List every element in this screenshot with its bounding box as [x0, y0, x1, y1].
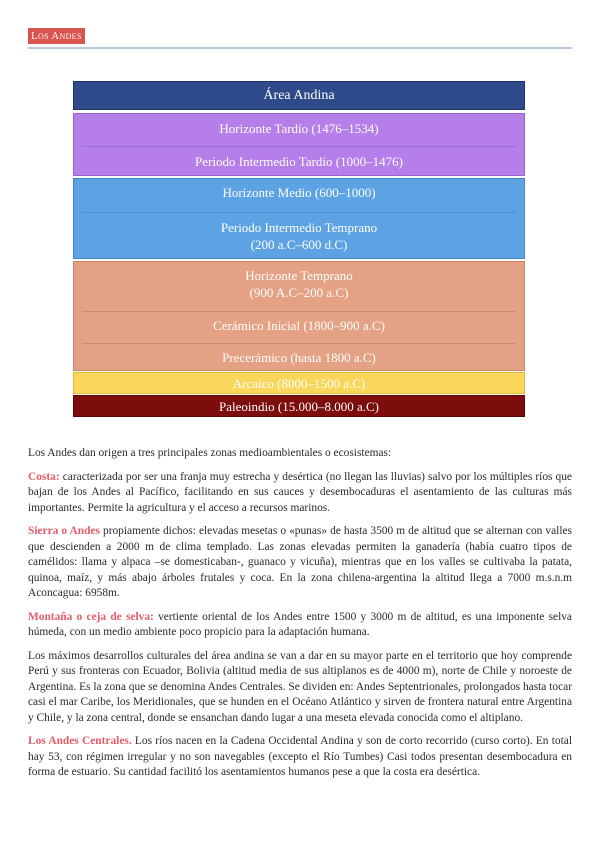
horizonte-medio-label: Horizonte Medio (600–1000): [222, 185, 376, 200]
header-title: Los Andes: [28, 28, 85, 44]
costa-text: caracterizada por ser una franja muy estrecha y desértica (no llegan las lluvias) salvo por los múltiples ríos que bajan de los Andes al Pacífico, facilitando en sus cauces y desembocaduras el asentamiento de las culturas más importantes. Permite la agricultura y el acceso a recursos marinos.: [28, 470, 572, 514]
blue-divider: [82, 212, 516, 213]
header-rule: [28, 47, 572, 49]
centrales-lead: Los Andes Centrales.: [28, 735, 132, 747]
horizonte-tardio-label: Horizonte Tardío (1476–1534): [219, 121, 379, 136]
intermedio-temprano-dates: (200 a.C–600 d.C): [250, 237, 348, 252]
intermedio-tardio-label: Periodo Intermedio Tardío (1000–1476): [195, 154, 403, 169]
paleoindio-label: Paleoindio (15.000–8.000 a.C): [219, 399, 379, 414]
preceramico-label: Precerámico (hasta 1800 a.C): [222, 350, 376, 365]
desarrollos-paragraph: Los máximos desarrollos culturales del área andina se van a dar en su mayor parte en el territorio que hoy comprende Perú y sus fronteras con Ecuador, Bolivia (altitud media de sus altiplanos es de 4000 m), norte de Chile y noroeste de Argentina. Es la zona que se denomina Andes Centrales. Se dividen en: Andes Septentrionales, prolongados hasta tocar casi el mar Caribe, los Meridionales, que se hunden en el Océano Atlántico y sirven de frontera natural entre Argentina y Chile, y la zona central, donde se ensanchan dando lugar a una meseta elevada conocida como el altiplano.: [28, 649, 572, 724]
horizonte-temprano-dates: (900 A.C–200 a.C): [249, 285, 349, 300]
sierra-text: propiamente dichos: elevadas mesetas o «punas» de hasta 3500 m de altitud que se alternan con valles que descienden a 2000 m de clima templado. Las zonas elevadas permiten la ganadería (había cuatro tipos de camélidos: llama y alpaca –se domesticaban-, guanaco y vicuña), mientras que en los valles se cultivaba la patata, quinoa, maíz, y más abajo árboles frutales y coca. En la zona chilena-argentina la altitud llega a 7000 m.s.n.m Aconcagua: 6958m.: [28, 525, 572, 599]
area-andina-box: [73, 81, 525, 110]
arcaico-label: Arcaico (8000–1500 a.C): [232, 376, 366, 391]
montana-paragraph: [28, 610, 572, 641]
body-text: [28, 446, 572, 789]
intro-paragraph: Los Andes dan origen a tres principales zonas medioambientales o ecosistemas:: [28, 447, 392, 459]
salmon-period-box: [73, 261, 525, 371]
salmon-divider-1: [82, 311, 516, 312]
horizonte-temprano-label: Horizonte Temprano: [245, 268, 353, 283]
montana-text: vertiente oriental de los Andes entre 1500 y 3000 m de altitud, es una imponente selva húmeda, con un medio ambiente poco propicio para la adaptación humana.: [28, 610, 572, 638]
ceramico-inicial-label: Cerámico Inicial (1800–900 a.C): [213, 318, 385, 333]
centrales-text: Los ríos nacen en la Cadena Occidental Andina y son de corto recorrido (curso corto). En total hay 53, con régimen irregular y no son navegables (excepto el Río Tumbes) Casi todos presentan desembocadura en forma de estuario. Su cantidad facilitó los asentamientos humanos pese a que la costa era desértica.: [28, 735, 573, 778]
purple-divider: [82, 146, 516, 147]
sierra-lead: Sierra o Andes: [28, 525, 100, 537]
purple-period-box: [73, 113, 525, 176]
salmon-divider-2: [82, 343, 516, 344]
paleoindio-box: [73, 395, 525, 417]
montana-lead: Montaña o ceja de selva:: [28, 610, 154, 623]
centrales-paragraph: [28, 734, 572, 781]
sierra-paragraph: [28, 524, 572, 602]
arcaico-box: [73, 372, 525, 394]
area-andina-label: Área Andina: [263, 88, 335, 103]
costa-paragraph: [28, 470, 572, 517]
costa-lead: Costa:: [28, 470, 60, 483]
blue-period-box: [73, 178, 525, 259]
intermedio-temprano-label: Periodo Intermedio Temprano: [220, 220, 378, 235]
